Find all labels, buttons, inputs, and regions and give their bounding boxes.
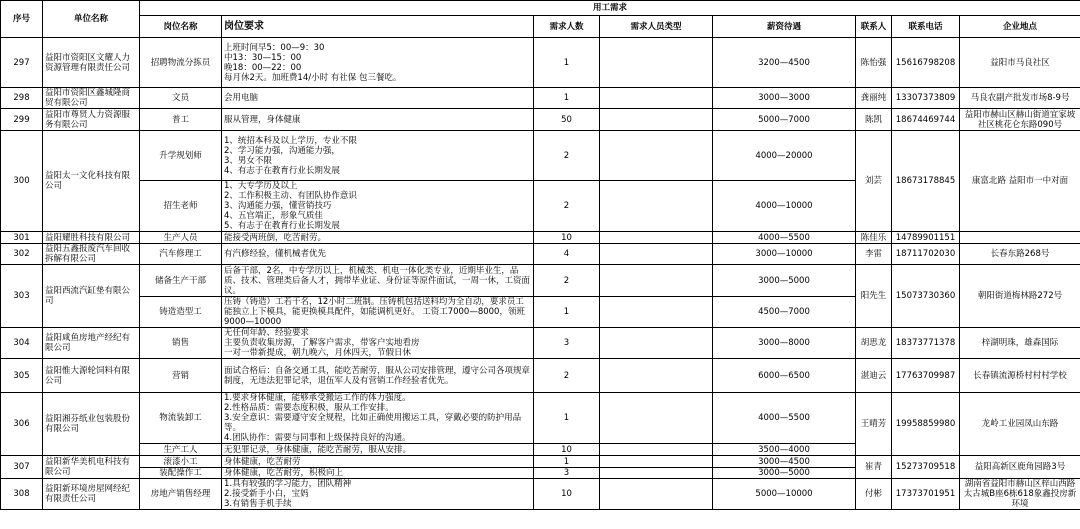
row-post: 滚漆小工 bbox=[140, 456, 222, 468]
table-row bbox=[1, 479, 1080, 510]
table-row bbox=[1, 265, 1080, 297]
row-unit: 益阳惟大源轮饲料有限公司 bbox=[43, 359, 140, 393]
row-salary: 3000—10000 bbox=[713, 244, 856, 265]
row-type bbox=[600, 297, 713, 328]
row-post: 物流装卸工 bbox=[140, 393, 222, 444]
row-unit: 益阳市资阳区文耀人力资源管理有限责任公司 bbox=[43, 38, 140, 88]
row-type bbox=[600, 38, 713, 88]
row-count: 1 bbox=[534, 38, 600, 88]
row-type bbox=[600, 232, 713, 244]
row-address: 龙岭工业园凤山东路 bbox=[960, 393, 1080, 456]
row-post: 营销 bbox=[140, 359, 222, 393]
row-seq: 308 bbox=[1, 479, 43, 510]
row-requirement: 1、大专学历及以上 2、工作积极主动、有团队协作意识 3、沟通能力强，懂营销技巧 4、五官端正，形象气质佳 5、有志于在教育行业长期发展 bbox=[222, 181, 534, 232]
row-type bbox=[600, 181, 713, 232]
table-row bbox=[1, 109, 1080, 131]
row-contact: 湛迪云 bbox=[856, 359, 892, 393]
row-salary: 4000—5500 bbox=[713, 232, 856, 244]
row-salary: 5000—7000 bbox=[713, 109, 856, 131]
row-unit: 益阳市资阳区鑫城隆商贸有限公司 bbox=[43, 88, 140, 109]
row-salary: 3000—5000 bbox=[713, 468, 856, 479]
row-post: 文员 bbox=[140, 88, 222, 109]
header-type: 需求人员类型 bbox=[600, 16, 713, 38]
row-count: 2 bbox=[534, 359, 600, 393]
row-address: 益阳高新区鹿角园路3号 bbox=[960, 456, 1080, 479]
row-type bbox=[600, 444, 713, 456]
row-phone: 13307373809 bbox=[892, 88, 960, 109]
row-requirement: 无犯罪记录，身体健康，能吃苦耐劳，服从安排。 bbox=[222, 444, 534, 456]
table-row bbox=[1, 456, 1080, 468]
row-requirement: 压铸（铸造）工若干名，12小时二班制。压铸机包括送料均为全自动，要求员工能独立上下模具，能更换模具配件，如能调机更好。 工资工7000—8000，领班9000—10000 bbox=[222, 297, 534, 328]
header-unit: 单位名称 bbox=[43, 1, 140, 38]
row-contact: 胡思龙 bbox=[856, 328, 892, 359]
header-row-2 bbox=[1, 16, 1080, 38]
row-seq: 298 bbox=[1, 88, 43, 109]
table-row bbox=[1, 359, 1080, 393]
row-count: 1 bbox=[534, 393, 600, 444]
row-type bbox=[600, 479, 713, 510]
row-count: 2 bbox=[534, 265, 600, 297]
table-row bbox=[1, 38, 1080, 88]
row-unit: 益阳湘芬纸业包装股份有限公司 bbox=[43, 393, 140, 456]
row-requirement: 有汽修经验，懂机械者优先 bbox=[222, 244, 534, 265]
row-count: 3 bbox=[534, 468, 600, 479]
row-seq: 297 bbox=[1, 38, 43, 88]
row-type bbox=[600, 328, 713, 359]
row-post: 铸造造型工 bbox=[140, 297, 222, 328]
row-salary: 3200—4500 bbox=[713, 38, 856, 88]
row-unit: 益阳太一文化科技有限公司 bbox=[43, 131, 140, 232]
table-row bbox=[1, 88, 1080, 109]
row-contact: 崔青 bbox=[856, 456, 892, 479]
row-contact: 付彬 bbox=[856, 479, 892, 510]
row-seq: 302 bbox=[1, 244, 43, 265]
table-row bbox=[1, 131, 1080, 181]
row-salary: 3000—3000 bbox=[713, 88, 856, 109]
row-salary: 3500—4000 bbox=[713, 444, 856, 456]
row-post: 生产人员 bbox=[140, 232, 222, 244]
row-address: 长春镇流源桥村村村学校 bbox=[960, 359, 1080, 393]
row-requirement: 能接受两班倒，吃苦耐劳。 bbox=[222, 232, 534, 244]
row-contact: 李雷 bbox=[856, 244, 892, 265]
header-seq: 序号 bbox=[1, 1, 43, 38]
row-count: 50 bbox=[534, 109, 600, 131]
row-phone: 15273709518 bbox=[892, 456, 960, 479]
row-unit: 益阳五鑫报废汽车回收拆解有限公司 bbox=[43, 244, 140, 265]
row-count: 2 bbox=[534, 131, 600, 181]
row-salary: 4500—7000 bbox=[713, 297, 856, 328]
row-address: 益阳市马良社区 bbox=[960, 38, 1080, 88]
row-contact: 陈怡强 bbox=[856, 38, 892, 88]
row-unit: 益阳新华美机电科技有限公司 bbox=[43, 456, 140, 479]
row-count: 1 bbox=[534, 297, 600, 328]
row-type bbox=[600, 468, 713, 479]
row-phone: 17373701951 bbox=[892, 479, 960, 510]
row-seq: 301 bbox=[1, 232, 43, 244]
row-address: 马良农副产批发市场8-9号 bbox=[960, 88, 1080, 109]
row-seq: 305 bbox=[1, 359, 43, 393]
table-row bbox=[1, 232, 1080, 244]
row-count: 2 bbox=[534, 181, 600, 232]
row-count: 3 bbox=[534, 328, 600, 359]
header-count: 需求人数 bbox=[534, 16, 600, 38]
row-address: 梓湖明珠，雄森国际 bbox=[960, 328, 1080, 359]
row-seq: 307 bbox=[1, 456, 43, 479]
row-phone: 15616798208 bbox=[892, 38, 960, 88]
header-req: 岗位要求 bbox=[222, 16, 534, 38]
row-unit: 益阳西流汽缸垫有限公司 bbox=[43, 265, 140, 328]
row-phone: 18711702030 bbox=[892, 244, 960, 265]
row-phone: 14789901151 bbox=[892, 232, 960, 244]
header-group: 用工需求 bbox=[140, 1, 1080, 16]
row-salary: 3000—4500 bbox=[713, 456, 856, 468]
row-phone: 18674469744 bbox=[892, 109, 960, 131]
table-row bbox=[1, 244, 1080, 265]
row-post: 销售 bbox=[140, 328, 222, 359]
row-count: 1 bbox=[534, 456, 600, 468]
row-contact: 刘芸 bbox=[856, 131, 892, 232]
row-post: 房地产销售经理 bbox=[140, 479, 222, 510]
row-count: 1 bbox=[534, 88, 600, 109]
row-address: 湖南省益阳市赫山区梓山西路太古城B座6栋618象鑫投房新环境 bbox=[960, 479, 1080, 510]
header-contact: 联系人 bbox=[856, 16, 892, 38]
row-address: 朝阳街道梅林路272号 bbox=[960, 265, 1080, 328]
row-post: 升学规划师 bbox=[140, 131, 222, 181]
row-requirement: 1.要求身体健康，能够承受搬运工作的体力强度。 2.性格品质：需要态度积极，服从工作安排。 3.安全意识：需要遵守安全规程，比如正确使用搬运工具，穿戴必要的防护用品等。 4.团队协作：需要与同事和上级保持良好的沟通。 bbox=[222, 393, 534, 444]
row-salary: 4000—10000 bbox=[713, 181, 856, 232]
row-contact: 龚丽纯 bbox=[856, 88, 892, 109]
row-seq: 303 bbox=[1, 265, 43, 328]
row-salary: 3000—5000 bbox=[713, 265, 856, 297]
row-contact: 陈凯 bbox=[856, 109, 892, 131]
row-post: 普工 bbox=[140, 109, 222, 131]
row-type bbox=[600, 393, 713, 444]
row-seq: 299 bbox=[1, 109, 43, 131]
row-salary: 5000—10000 bbox=[713, 479, 856, 510]
header-post: 岗位名称 bbox=[140, 16, 222, 38]
row-requirement: 上班时间早5：00—9：30 中13：30—15：00 晚18：00—22：00 每月休2天。加班费14/小时 有社保 包三餐吃。 bbox=[222, 38, 534, 88]
row-salary: 6000—6500 bbox=[713, 359, 856, 393]
row-requirement: 身体健康，吃苦耐劳，积极向上 bbox=[222, 468, 534, 479]
table-row bbox=[1, 393, 1080, 444]
row-unit: 益阳市尊贤人力资源服务有限公司 bbox=[43, 109, 140, 131]
row-seq: 304 bbox=[1, 328, 43, 359]
row-salary: 3000—8000 bbox=[713, 328, 856, 359]
row-address: 康富北路 益阳市一中对面 bbox=[960, 131, 1080, 232]
row-requirement: 身体健康，吃苦耐劳 bbox=[222, 456, 534, 468]
row-requirement: 1、统招本科及以上学历，专业不限 2、学习能力强，沟通能力强， 3、男女不限 4、有志于在教育行业长期发展 bbox=[222, 131, 534, 181]
row-address: 长春东路268号 bbox=[960, 244, 1080, 265]
header-salary: 薪资待遇 bbox=[713, 16, 856, 38]
row-contact: 王晴芳 bbox=[856, 393, 892, 456]
row-requirement: 无任何年龄、经验要求 主要负责收集房源，了解客户需求，带客户实地看房 一对一带新提成，朝九晚六，月休四天，节假日休 bbox=[222, 328, 534, 359]
row-address bbox=[960, 232, 1080, 244]
row-address: 益阳市赫山区赫山街道宜家坡社区桃花仑东路090号 bbox=[960, 109, 1080, 131]
row-post: 生产工人 bbox=[140, 444, 222, 456]
row-count: 10 bbox=[534, 232, 600, 244]
row-type bbox=[600, 109, 713, 131]
row-type bbox=[600, 244, 713, 265]
row-contact: 阳先生 bbox=[856, 265, 892, 328]
row-seq: 300 bbox=[1, 131, 43, 232]
row-requirement: 面试合格后：自备交通工具，能吃苦耐劳，服从公司安排管理，遵守公司各项规章制度，无违法犯罪记录，退伍军人及有营销工作经验者优先。 bbox=[222, 359, 534, 393]
row-requirement: 服从管理，身体健康 bbox=[222, 109, 534, 131]
row-requirement: 后备干部，2名，中专学历以上，机械类、机电一体化类专业，近期毕业生，品质、技术、管理类后备人才，拥带毕业证、身份证等原件面试，一周一休，工资面议。 bbox=[222, 265, 534, 297]
row-post: 招聘物流分拣员 bbox=[140, 38, 222, 88]
row-post: 汽车修理工 bbox=[140, 244, 222, 265]
row-salary: 4000—5500 bbox=[713, 393, 856, 444]
row-phone: 15073730360 bbox=[892, 265, 960, 328]
row-phone: 19958859980 bbox=[892, 393, 960, 456]
row-post: 储备生产干部 bbox=[140, 265, 222, 297]
row-phone: 18673178845 bbox=[892, 131, 960, 232]
row-count: 10 bbox=[534, 444, 600, 456]
row-unit: 益阳耀胜科技有限公司 bbox=[43, 232, 140, 244]
row-post: 招生老师 bbox=[140, 181, 222, 232]
row-unit: 益阳新环境房屋网经纪有限责任公司 bbox=[43, 479, 140, 510]
row-contact: 陈佳乐 bbox=[856, 232, 892, 244]
row-type bbox=[600, 456, 713, 468]
row-type bbox=[600, 131, 713, 181]
row-type bbox=[600, 265, 713, 297]
header-row-1 bbox=[1, 1, 1080, 16]
row-count: 10 bbox=[534, 479, 600, 510]
row-seq: 306 bbox=[1, 393, 43, 456]
row-type bbox=[600, 359, 713, 393]
row-count: 4 bbox=[534, 244, 600, 265]
row-requirement: 1.具有较强的学习能力，团队精神 2.接受新手小白，宝妈 3.有销售手机手续 bbox=[222, 479, 534, 510]
row-unit: 益阳咸鱼房地产经纪有限公司 bbox=[43, 328, 140, 359]
row-phone: 18373771378 bbox=[892, 328, 960, 359]
row-requirement: 会用电脑 bbox=[222, 88, 534, 109]
row-phone: 17763709987 bbox=[892, 359, 960, 393]
header-phone: 联系电话 bbox=[892, 16, 960, 38]
row-salary: 4000—20000 bbox=[713, 131, 856, 181]
header-addr: 企业地点 bbox=[960, 16, 1080, 38]
row-type bbox=[600, 88, 713, 109]
table-row bbox=[1, 328, 1080, 359]
row-post: 装配操作工 bbox=[140, 468, 222, 479]
